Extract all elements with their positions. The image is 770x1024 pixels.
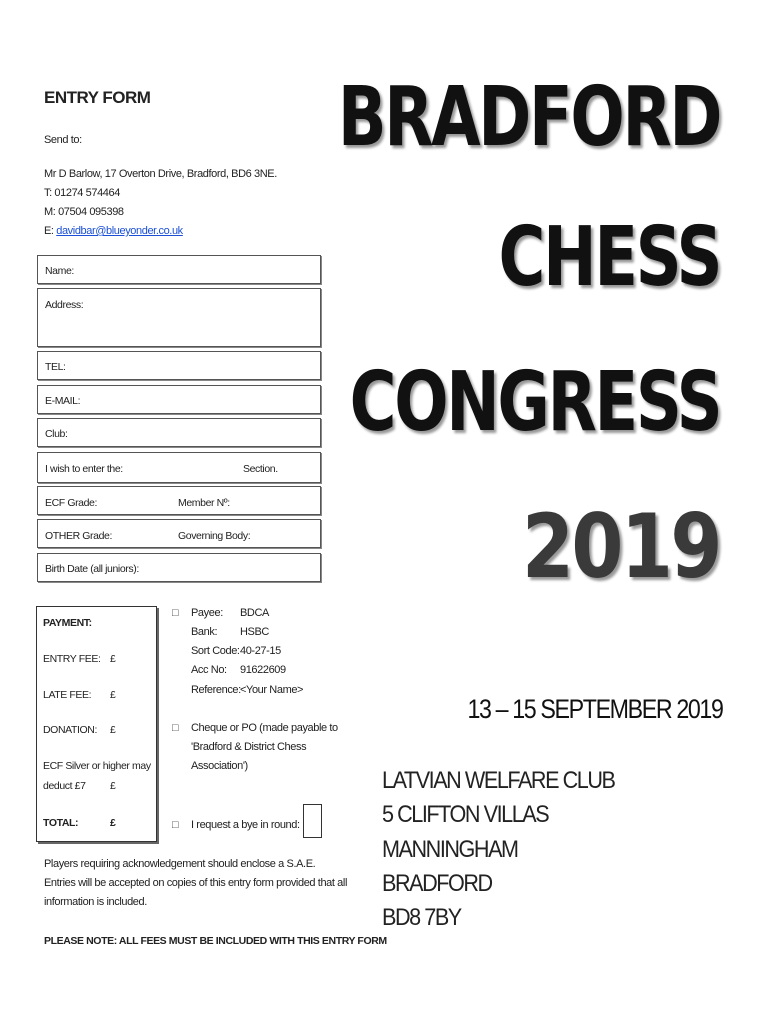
email-field[interactable] [37,385,321,414]
copies-note-2: information is included. [44,896,147,908]
reference-value: <Your Name> [240,684,304,696]
email-label: E-MAIL: [45,395,81,407]
title-congress: CONGRESS [349,355,720,450]
title-bradford: BRADFORD [337,70,720,165]
venue-line-4: BRADFORD [382,870,492,897]
entry-form-heading: ENTRY FORM [44,88,151,107]
bye-round-box[interactable] [303,804,322,838]
venue-line-5: BD8 7BY [382,904,461,931]
ecf-silver-note: ECF Silver or higher may [43,760,151,772]
cheque-line-3: Association') [191,760,248,772]
wish-to-enter-label: I wish to enter the: [45,463,123,475]
copies-note-1: Entries will be accepted on copies of this entry form provided that all [44,877,347,889]
venue-line-3: MANNINGHAM [382,836,518,863]
name-field[interactable] [37,255,321,284]
name-label: Name: [45,265,74,277]
governing-body-label: Governing Body: [178,530,251,542]
bank-label: Bank: [191,626,218,638]
cheque-checkbox[interactable]: □ [172,722,179,734]
send-to-label: Send to: [44,134,82,146]
organiser-mobile: M: 07504 095398 [44,206,124,218]
cheque-line-1: Cheque or PO (made payable to [191,722,338,734]
section-field[interactable] [37,452,321,483]
bank-transfer-checkbox[interactable]: □ [172,607,179,619]
bye-checkbox[interactable]: □ [172,819,179,831]
entry-fee-currency: £ [110,653,116,665]
club-field[interactable] [37,418,321,447]
ecf-grade-field[interactable] [37,486,321,515]
section-label: Section. [243,463,278,475]
event-dates: 13 – 15 SEPTEMBER 2019 [467,694,722,724]
other-grade-label: OTHER Grade: [45,530,112,542]
fees-notice: PLEASE NOTE: ALL FEES MUST BE INCLUDED WITH THIS ENTRY FORM [44,935,387,947]
address-field[interactable] [37,288,321,347]
club-label: Club: [45,428,68,440]
bye-request-label: I request a bye in round: [191,819,300,831]
bank-value: HSBC [240,626,269,638]
tel-field[interactable] [37,351,321,380]
acc-no-label: Acc No: [191,664,227,676]
birth-date-label: Birth Date (all juniors): [45,563,139,575]
payment-box [36,606,157,842]
title-chess: CHESS [498,210,720,305]
cheque-line-2: 'Bradford & District Chess [191,741,307,753]
entry-fee-label: ENTRY FEE: [43,653,101,665]
ecf-deduct-note: deduct £7 [43,780,86,792]
total-label: TOTAL: [43,817,79,829]
total-currency: £ [110,817,116,829]
organiser-email-line [44,225,183,237]
sort-code-label: Sort Code: [191,645,240,657]
ecf-grade-label: ECF Grade: [45,497,98,509]
sae-note: Players requiring acknowledgement should enclose a S.A.E. [44,858,316,870]
late-fee-currency: £ [110,689,116,701]
acc-no-value: 91622609 [240,664,286,676]
sort-code-value: 40-27-15 [240,645,281,657]
payment-heading: PAYMENT: [43,617,92,629]
tel-label: TEL: [45,361,66,373]
email-prefix: E: [44,225,57,237]
title-year: 2019 [522,495,720,598]
late-fee-label: LATE FEE: [43,689,92,701]
birth-date-field[interactable] [37,553,321,582]
venue-line-1: LATVIAN WELFARE CLUB [382,767,615,794]
venue-line-2: 5 CLIFTON VILLAS [382,801,549,828]
payee-value: BDCA [240,607,269,619]
organiser-telephone: T: 01274 574464 [44,187,120,199]
donation-currency: £ [110,724,116,736]
other-grade-field[interactable] [37,519,321,548]
deduct-currency: £ [110,780,116,792]
member-no-label: Member Nº: [178,497,230,509]
reference-label: Reference: [191,684,241,696]
payee-label: Payee: [191,607,223,619]
organiser-address: Mr D Barlow, 17 Overton Drive, Bradford, BD6 3NE. [44,168,277,180]
organiser-email-link[interactable]: davidbar@blueyonder.co.uk [56,225,183,237]
donation-label: DONATION: [43,724,97,736]
address-label: Address: [45,299,84,311]
